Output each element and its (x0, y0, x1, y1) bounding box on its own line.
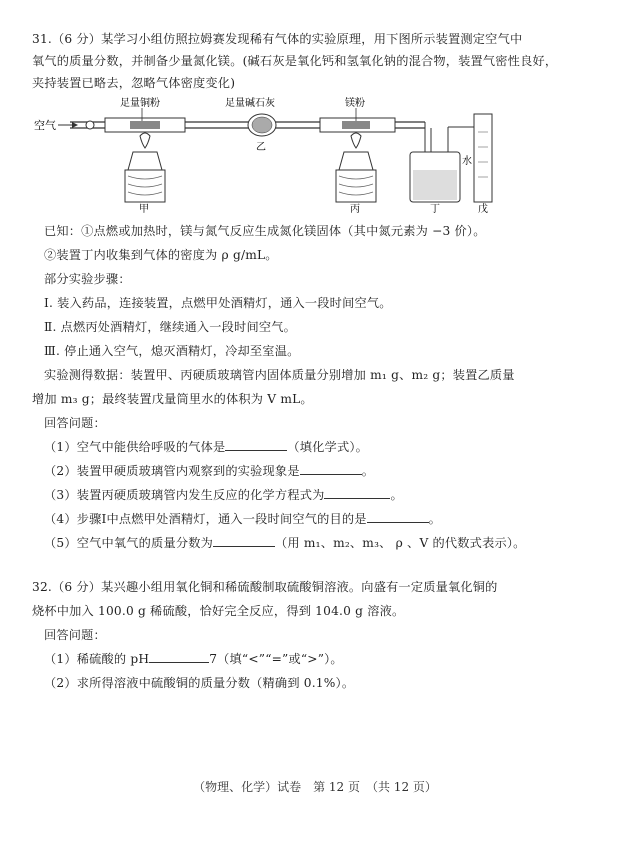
label-ding: 丁 (430, 204, 440, 214)
label-yi: 乙 (256, 142, 266, 153)
q32-intro-line-2: 烧杯中加入 100.0 g 稀硫酸，恰好完全反应，得到 104.0 g 溶液。 (32, 604, 405, 618)
q31-question-4 (44, 510, 441, 527)
q31-question-3-text: （3）装置丙硬质玻璃管内发生反应的化学方程式为 (44, 488, 325, 502)
label-wu: 戊 (478, 204, 488, 214)
q31-answer-blank-1[interactable] (225, 438, 287, 451)
q31-question-5 (44, 534, 526, 551)
q31-question-2 (44, 462, 374, 479)
q31-question-4-suffix: 。 (428, 512, 442, 526)
valve-icon (86, 121, 94, 129)
page-footer: （物理、化学）试卷 第 12 页 （共 12 页） (193, 780, 437, 794)
data-line-1: 实验测得数据：装置甲、丙硬质玻璃管内固体质量分别增加 m₁ g、m₂ g；装置乙质量 (44, 368, 515, 382)
q31-answer-blank-2[interactable] (300, 462, 362, 475)
q31-question-1-suffix: （填化学式）。 (287, 440, 369, 454)
answer-title-32: 回答问题： (44, 628, 106, 642)
q31-intro-line-1: 31.（6 分）某学习小组仿照拉姆赛发现稀有气体的实验原理，用下图所示装置测定空气中 (32, 32, 523, 46)
q31-answer-blank-5[interactable] (213, 534, 275, 547)
q32-answer-blank-1[interactable] (149, 650, 209, 663)
data-line-2: 增加 m₃ g；最终装置戊量筒里水的体积为 V mL。 (32, 392, 313, 406)
q32-question-2: （2）求所得溶液中硫酸铜的质量分数（精确到 0.1%）。 (44, 676, 355, 690)
air-label: 空气 (34, 119, 56, 132)
q31-intro-line-2: 氧气的质量分数，并制备少量氮化镁。(碱石灰是氧化钙和氢氧化钠的混合物，装置气密性良好， (32, 54, 558, 68)
q31-question-4-text: （4）步骤Ⅰ中点燃甲处酒精灯，通入一段时间空气的目的是 (44, 512, 367, 526)
q31-question-5-text: （5）空气中氧气的质量分数为 (44, 536, 213, 550)
water-label: 水 (462, 156, 472, 167)
known-line-2: ②装置丁内收集到气体的密度为 ρ g/mL。 (44, 248, 278, 262)
step-2: Ⅱ. 点燃丙处酒精灯，继续通入一段时间空气。 (44, 320, 296, 334)
q31-intro-line-3: 夹持装置已略去，忽略气体密度变化) (32, 76, 236, 90)
steps-title: 部分实验步骤： (44, 272, 131, 286)
known-line-1: 已知：①点燃或加热时，镁与氮气反应生成氮化镁固体（其中氮元素为 −3 价）。 (44, 224, 486, 238)
q32-question-1-text: （1）稀硫酸的 pH (44, 652, 150, 666)
q32-intro-line-1: 32.（6 分）某兴趣小组用氧化铜和稀硫酸制取硫酸铜溶液。向盛有一定质量氧化铜的 (32, 580, 498, 594)
step-1: Ⅰ. 装入药品，连接装置，点燃甲处酒精灯，通入一段时间空气。 (44, 296, 392, 310)
label-bing: 丙 (350, 204, 360, 214)
q31-question-2-text: （2）装置甲硬质玻璃管内观察到的实验现象是 (44, 464, 300, 478)
q31-answer-blank-3[interactable] (324, 486, 390, 499)
q32-question-1-suffix: 7（填“<”“=”或“>”）。 (209, 652, 343, 666)
q31-question-5-suffix: （用 m₁、m₂、m₃、 ρ 、V 的代数式表示）。 (275, 536, 526, 550)
lime-label: 足量碱石灰 (225, 98, 275, 109)
q31-question-1-text: （1）空气中能供给呼吸的气体是 (44, 440, 226, 454)
q32-question-1 (44, 650, 343, 667)
cu-label: 足量铜粉 (120, 98, 160, 109)
answer-title-31: 回答问题： (44, 416, 106, 430)
mg-label: 镁粉 (345, 98, 365, 109)
q31-question-3 (44, 486, 403, 503)
q31-question-3-suffix: 。 (390, 488, 403, 502)
q31-question-1 (44, 438, 368, 455)
label-jia: 甲 (139, 204, 149, 214)
apparatus-diagram (30, 92, 500, 214)
step-3: Ⅲ. 停止通入空气，熄灭酒精灯，冷却至室温。 (44, 344, 300, 358)
q31-question-2-suffix: 。 (361, 464, 375, 478)
q31-answer-blank-4[interactable] (367, 510, 429, 523)
